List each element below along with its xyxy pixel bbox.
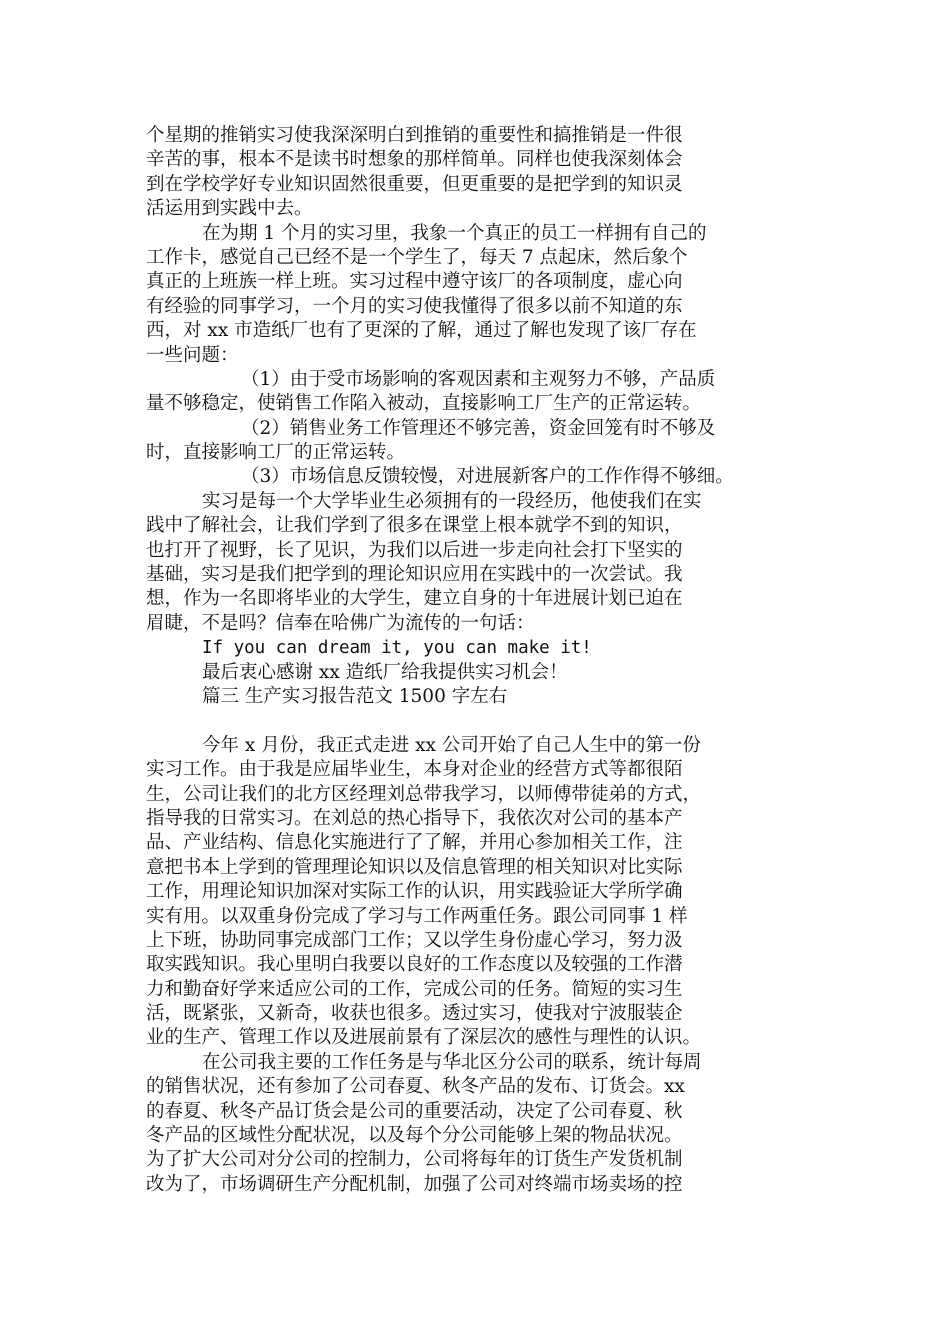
text-line: 品、产业结构、信息化实施进行了了解，并用心参加相关工作，注 (146, 832, 683, 854)
text-line: 指导我的日常实习。在刘总的热心指导下，我依次对公司的基本产 (146, 807, 683, 829)
text-line: 今年 x 月份，我正式走进 xx 公司开始了自己人生中的第一份 (202, 734, 701, 756)
text-line: 工作卡，感觉自己已经不是一个学生了，每天 7 点起床，然后象个 (146, 246, 688, 268)
text-line: 力和勤奋好学来适应公司的工作，完成公司的任务。简短的实习生 (146, 978, 683, 1000)
list-item: （3）市场信息反馈较慢，对进展新客户的工作作得不够细。 (241, 466, 734, 488)
text-line: 有经验的同事学习，一个月的实习使我懂得了很多以前不知道的东 (146, 295, 683, 317)
section-heading: 篇三 生产实习报告范文 1500 字左右 (202, 685, 508, 707)
document-body (146, 124, 816, 1197)
text-line: 辛苦的事，根本不是读书时想象的那样简单。同样也使我深刻体会 (146, 149, 683, 171)
text-line: 践中了解社会，让我们学到了很多在课堂上根本就学不到的知识， (146, 515, 683, 537)
text-line: 西，对 xx 市造纸厂也有了更深的了解，通过了解也发现了该厂存在 (146, 320, 697, 342)
text-line: 量不够稳定，使销售工作陷入被动，直接影响工厂生产的正常运转。 (146, 393, 702, 415)
text-line: 在公司我主要的工作任务是与华北区分公司的联系，统计每周 (202, 1051, 702, 1073)
text-line: 在为期 1 个月的实习里，我象一个真正的员工一样拥有自己的 (202, 222, 707, 244)
text-line: 时，直接影响工厂的正常运转。 (146, 442, 406, 464)
text-line: 真正的上班族一样上班。实习过程中遵守该厂的各项制度，虚心向 (146, 271, 683, 293)
text-line: 想，作为一名即将毕业的大学生，建立自身的十年进展计划已迫在 (146, 588, 683, 610)
text-line: 为了扩大公司对分公司的控制力，公司将每年的订货生产发货机制 (146, 1149, 683, 1171)
text-line: 上下班，协助同事完成部门工作；又以学生身份虚心学习，努力汲 (146, 929, 683, 951)
text-line: 基础，实习是我们把学到的理论知识应用在实践中的一次尝试。我 (146, 564, 683, 586)
list-item: （1）由于受市场影响的客观因素和主观努力不够，产品质 (241, 368, 716, 390)
text-line: 一些问题： (146, 344, 239, 366)
text-line: 意把书本上学到的管理理论知识以及信息管理的相关知识对比实际 (146, 856, 683, 878)
text-line: 改为了，市场调研生产分配机制，加强了公司对终端市场卖场的控 (146, 1173, 683, 1195)
text-line: 活，既紧张，又新奇，收获也很多。透过实习，使我对宁波服装企 (146, 1003, 683, 1025)
text-line: 活运用到实践中去。 (146, 198, 313, 220)
text-line: 的春夏、秋冬产品订货会是公司的重要活动，决定了公司春夏、秋 (146, 1100, 683, 1122)
text-line: 最后衷心感谢 xx 造纸厂给我提供实习机会！ (202, 661, 568, 683)
text-line: 的销售状况，还有参加了公司春夏、秋冬产品的发布、订货会。xx (146, 1076, 685, 1098)
text-line: 眉睫，不是吗？信奉在哈佛广为流传的一句话： (146, 612, 535, 634)
quote-line: If you can dream it, you can make it! (202, 638, 592, 659)
text-line: 到在学校学好专业知识固然很重要，但更重要的是把学到的知识灵 (146, 173, 683, 195)
text-line: 冬产品的区域性分配状况，以及每个分公司能够上架的物品状况。 (146, 1125, 683, 1147)
text-line: 生，公司让我们的北方区经理刘总带我学习，以师傅带徒弟的方式， (146, 783, 702, 805)
text-line: 取实践知识。我心里明白我要以良好的工作态度以及较强的工作潜 (146, 954, 683, 976)
text-line: 业的生产、管理工作以及进展前景有了深层次的感性与理性的认识。 (146, 1027, 702, 1049)
blank-line (146, 709, 816, 733)
text-line: 工作，用理论知识加深对实际工作的认识，用实践验证大学所学确 (146, 881, 683, 903)
text-line: 也打开了视野，长了见识，为我们以后进一步走向社会打下坚实的 (146, 539, 683, 561)
text-line: 实有用。以双重身份完成了学习与工作两重任务。跟公司同事 1 样 (146, 905, 688, 927)
text-line: 实习工作。由于我是应届毕业生，本身对企业的经营方式等都很陌 (146, 759, 683, 781)
text-line: 个星期的推销实习使我深深明白到推销的重要性和搞推销是一件很 (146, 125, 683, 146)
list-item: （2）销售业务工作管理还不够完善，资金回笼有时不够及 (241, 417, 716, 439)
text-line: 实习是每一个大学毕业生必须拥有的一段经历，他使我们在实 (202, 490, 702, 512)
